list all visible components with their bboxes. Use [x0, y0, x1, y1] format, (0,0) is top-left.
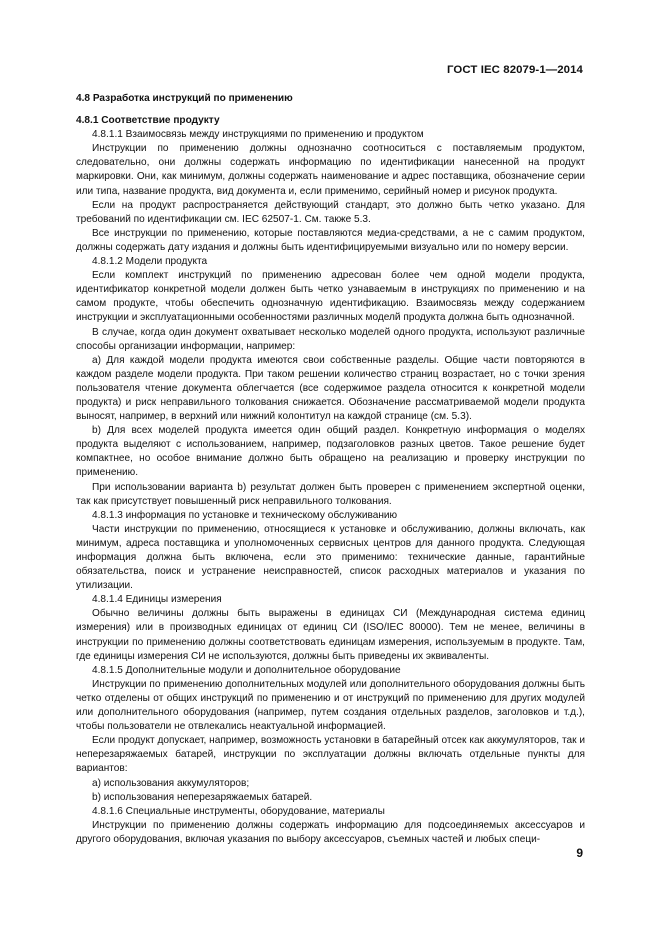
paragraph: Инструкции по применению должны содержать информацию для подсоединяемых аксессуаров и другого оборудования, включая указания по выбору аксессуаров, съемных частей и любых специ- — [76, 819, 585, 845]
standard-designation: ГОСТ IEC 82079-1—2014 — [446, 64, 583, 76]
paragraph: Инструкции по применению дополнительных модулей или дополнительного оборудования должны быть четко отделены от общих инструкций по применению и от инструкций по применению для других модулей или дополнительного оборудования (например, путем создания отдельных разделов, заголовков и т.д.), чтобы пользователи не отвлекались неактуальной информацией. — [76, 678, 585, 733]
clause-heading: 4.8.1.2 Модели продукта — [92, 256, 208, 268]
clause-heading: 4.8.1.3 информация по установке и техническому обслуживанию — [92, 509, 398, 521]
clause-heading: 4.8.1.1 Взаимосвязь между инструкциями по применению и продуктом — [92, 129, 424, 141]
list-item: b) использования неперезаряжаемых батарей. — [92, 791, 313, 803]
page-content — [76, 92, 585, 847]
paragraph: Части инструкции по применению, относящиеся к установке и обслуживанию, должны включать, как минимум, адреса поставщика и уполномоченных сервисных центров для данного продукта. Следующая информация должна быть включена, если это применимо: технические данные, гарантийные обязательства, поиск и устранение неисправностей, список расходных материалов и указания по утилизации. — [76, 523, 585, 592]
paragraph: В случае, когда один документ охватывает несколько моделей одного продукта, используют различные способы организации информации, например: — [76, 326, 585, 352]
paragraph: Инструкции по применению должны однозначно соотноситься с поставляемым продуктом, следовательно, они должны содержать информацию по идентификации нанесенной на продукт маркировки. Они, как минимум, должны содержать наименование и адрес поставщика, обозначение серии или типа, название продукта, вид документа и, если применимо, серийный номер и рисунок продукта. — [76, 143, 585, 197]
page-number: 9 — [576, 846, 583, 860]
list-item: b) Для всех моделей продукта имеется один общий раздел. Конкретную информация о моделях продукта выделяют с использованием, например, подзаголовков разных цветов. Такое решение будет компактнее, но особое внимание должно быть обращено на реализацию и проверку инструкции по применению. — [76, 425, 585, 479]
section-title: 4.8 Разработка инструкций по применению — [76, 93, 293, 104]
paragraph: При использовании варианта b) результат должен быть проверен с применением экспертной оценки, так как присутствует повышенный риск неправильного толкования. — [76, 481, 585, 507]
paragraph: Обычно величины должны быть выражены в единицах СИ (Международная система единиц измерения) или в производных единицах от единиц СИ (ISO/IEC 80000). Тем не менее, величины в инструкции по применению должны соответствовать единицам измерения, используемым в продукте. Там, где единицы измерения СИ не используются, должны быть приведены их эквиваленты. — [76, 608, 585, 662]
clause-heading: 4.8.1.4 Единицы измерения — [92, 594, 222, 606]
list-item: а) Для каждой модели продукта имеются свои собственные разделы. Общие части повторяются в каждом разделе модели продукта. При таком решении количество страниц возрастает, но с точки зрения пользователя чтение документа облегчается (все содержимое раздела относится к конкретной модели продукта) и риск неправильного толкования снижается. Обозначение рассматриваемой модели продукта выносят, например, в верхний или нижний колонтитул на каждой странице (см. 5.3). — [76, 354, 585, 423]
paragraph: Все инструкции по применению, которые поставляются медиа-средствами, а не с самим продуктом, должны содержать дату издания и должны быть идентифицируемыми визуально или по номеру версии. — [76, 227, 585, 253]
clause-heading: 4.8.1.5 Дополнительные модули и дополнительное оборудование — [92, 664, 401, 676]
subsection-title: 4.8.1 Соответствие продукту — [76, 115, 220, 127]
list-item: а) использования аккумуляторов; — [92, 777, 250, 789]
paragraph: Если на продукт распространяется действующий стандарт, это должно быть четко указано. Для требований по идентификации см. IEC 62507-1. См. также 5.3. — [76, 199, 585, 225]
paragraph: Если продукт допускает, например, возможность установки в батарейный отсек как аккумуляторов, так и неперезаряжаемых батарей, инструкции по эксплуатации должны включать отдельные пункты для вариантов: — [76, 735, 585, 775]
paragraph: Если комплект инструкций по применению адресован более чем одной модели продукта, идентификатор конкретной модели должен быть четко узнаваемым в инструкциях по применению и на самом продукте, чтобы обеспечить однозначную идентификацию. Взаимосвязь между содержанием инструкции и эксплуатационными особенностями различных моделй продукта должна быть однозначной. — [76, 270, 585, 324]
clause-heading: 4.8.1.6 Специальные инструменты, оборудование, материалы — [92, 805, 385, 817]
